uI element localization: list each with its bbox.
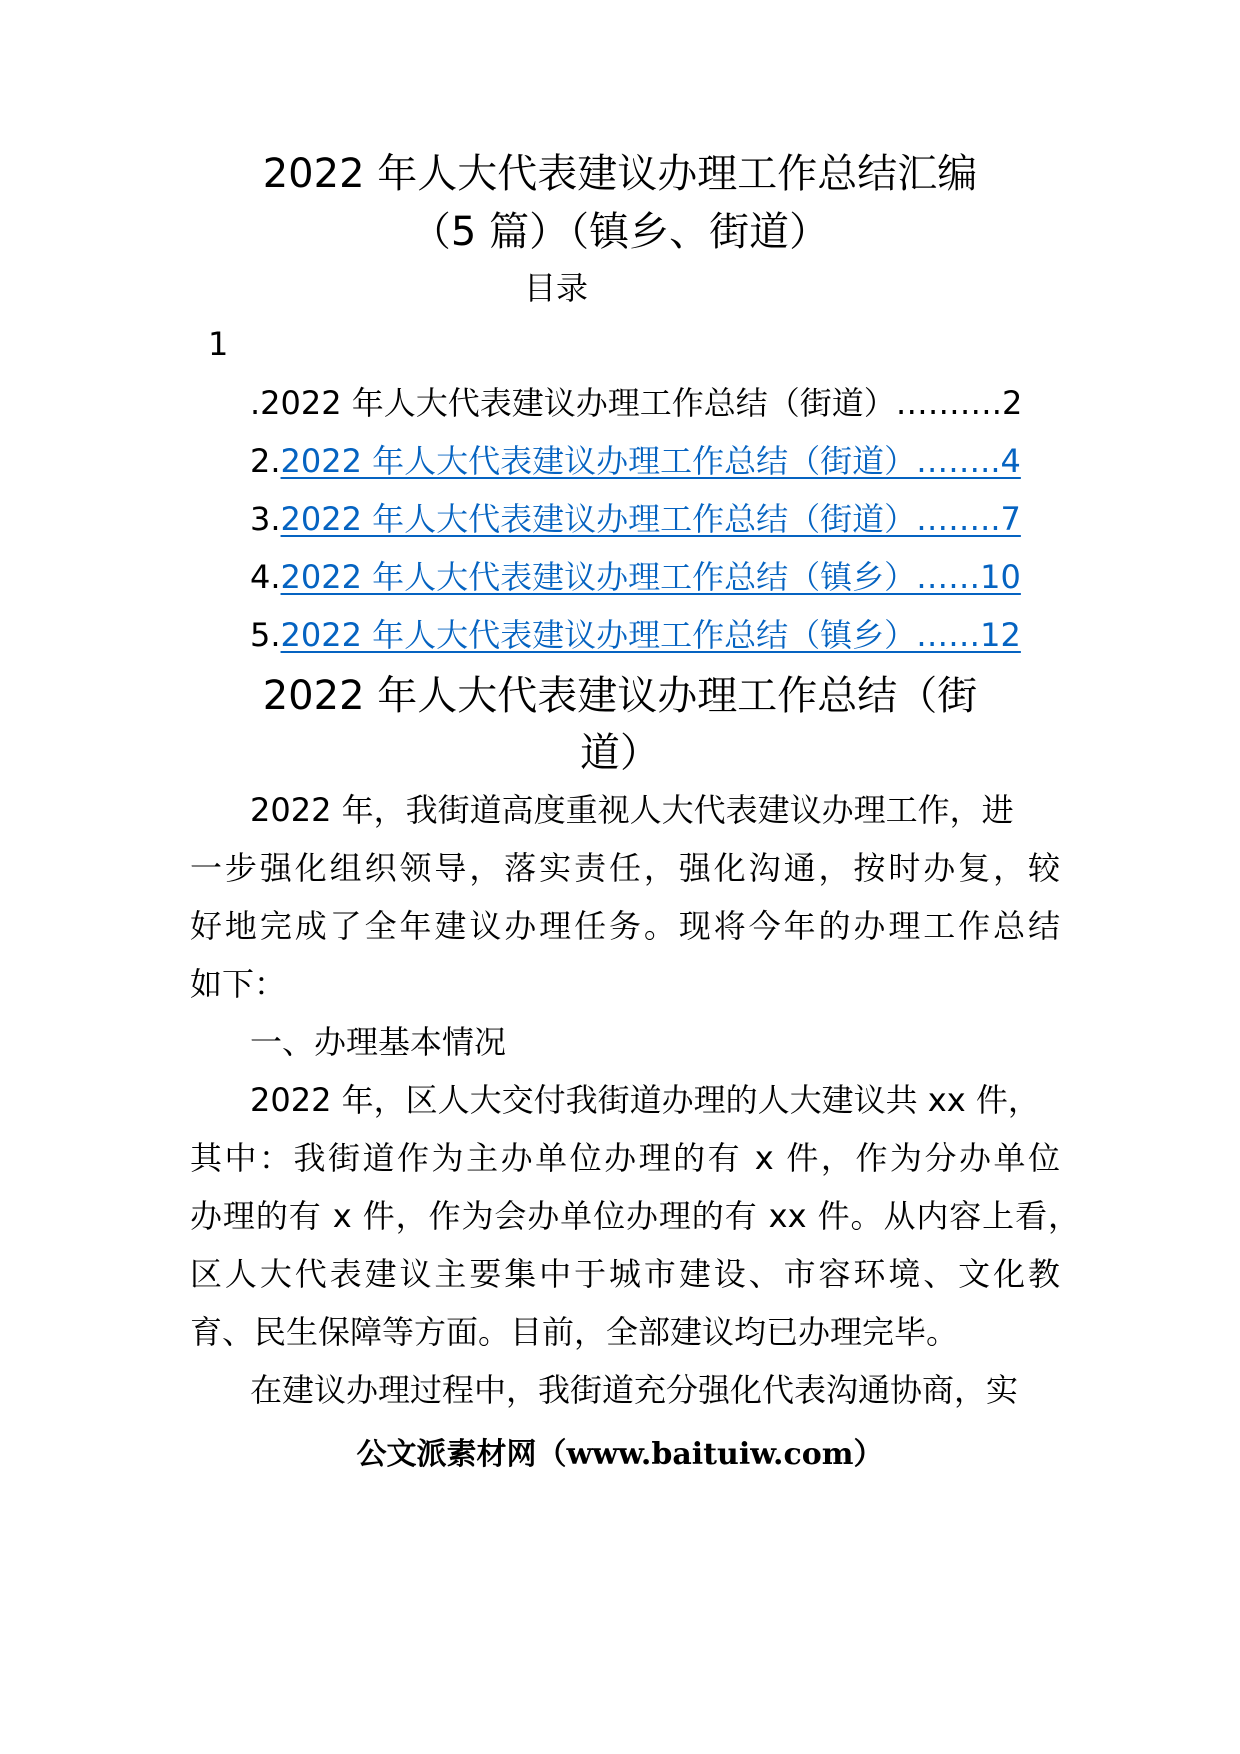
toc-link-5[interactable]: 2022 年人大代表建议办理工作总结（镇乡）……12 (280, 616, 1021, 654)
toc-item-4-number: 4. (250, 558, 281, 596)
toc-item-2-number: 2. (250, 442, 281, 480)
paragraph-1-line-4: 如下： (190, 965, 287, 1003)
document-title-line-2: （5 篇）（镇乡、街道） (410, 209, 830, 255)
footer-watermark: 公文派素材网（www.baituiw.com） (356, 1437, 884, 1472)
paragraph-2-line-1: 2022 年，区人大交付我街道办理的人大建议共 xx 件， (250, 1081, 1040, 1119)
paragraph-2-line-3: 办理的有 x 件，作为会办单位办理的有 xx 件。从内容上看， (190, 1197, 1080, 1235)
toc-item-3-number: 3. (250, 500, 281, 538)
toc-item-2[interactable] (250, 441, 1021, 481)
toc-item-3[interactable] (250, 499, 1021, 539)
toc-item-1: .2022 年人大代表建议办理工作总结（街道）……….2 (250, 384, 1023, 422)
paragraph-1-line-1: 2022 年，我街道高度重视人大代表建议办理工作，进 (250, 791, 1014, 829)
toc-link-2[interactable]: 2022 年人大代表建议办理工作总结（街道）……..4 (280, 442, 1021, 480)
document-title-line-1: 2022 年人大代表建议办理工作总结汇编 (262, 151, 978, 197)
paragraph-2-line-5: 育、民生保障等方面。目前，全部建议均已办理完毕。 (190, 1313, 959, 1351)
paragraph-3-line-1: 在建议办理过程中，我街道充分强化代表沟通协商，实 (250, 1371, 1019, 1409)
subheading-1: 一、办理基本情况 (250, 1023, 507, 1061)
toc-item-1-number: 1 (208, 325, 229, 363)
toc-item-4[interactable] (250, 557, 1021, 597)
paragraph-2-line-2: 其中：我街道作为主办单位办理的有 x 件，作为分办单位 (190, 1139, 1060, 1177)
paragraph-2-line-4: 区人大代表建议主要集中于城市建设、市容环境、文化教 (190, 1255, 1060, 1293)
toc-link-3[interactable]: 2022 年人大代表建议办理工作总结（街道）……..7 (280, 500, 1021, 538)
toc-link-4[interactable]: 2022 年人大代表建议办理工作总结（镇乡）……10 (280, 558, 1021, 596)
section-title-line-1: 2022 年人大代表建议办理工作总结（街 (262, 673, 978, 719)
paragraph-1-line-3: 好地完成了全年建议办理任务。现将今年的办理工作总结 (190, 907, 1060, 945)
section-title-line-2: 道） (580, 730, 660, 776)
toc-heading: 目录 (523, 269, 588, 307)
paragraph-1-line-2: 一步强化组织领导，落实责任，强化沟通，按时办复，较 (190, 849, 1060, 887)
toc-item-5-number: 5. (250, 616, 281, 654)
toc-item-5[interactable] (250, 615, 1021, 655)
